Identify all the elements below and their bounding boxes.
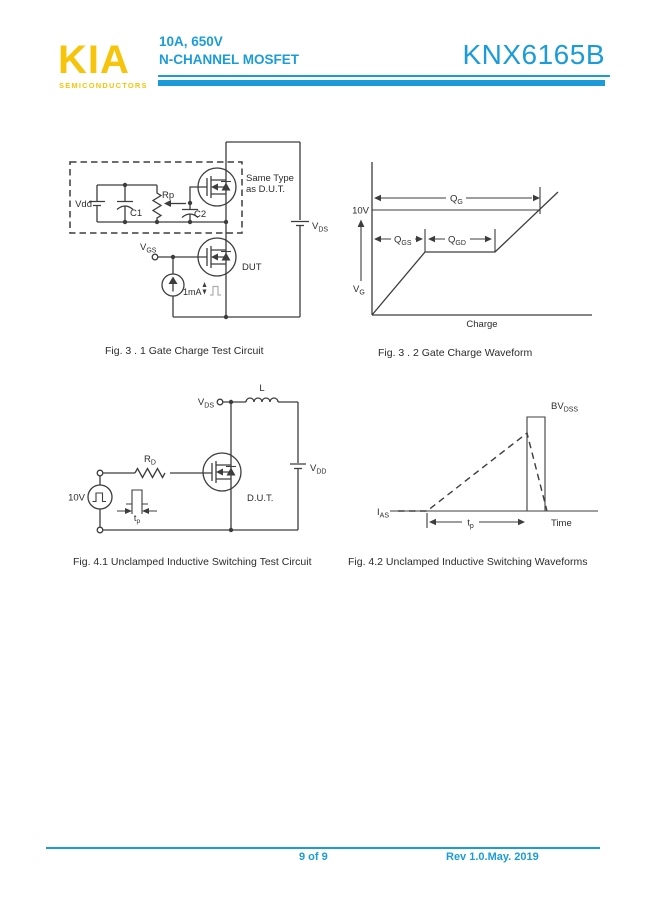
- gate-pulse-source-symbol: [88, 485, 112, 509]
- kia-logo-subtext: SEMICONDUCTORS: [59, 81, 148, 90]
- vg-axis-arrow: [358, 220, 365, 282]
- vg-label: [353, 284, 365, 297]
- inductor-symbol: [246, 398, 278, 402]
- avalanche-current-ramp-dashed: [398, 433, 547, 511]
- footer-rule: [46, 847, 600, 849]
- ten-volt-label: 10V: [352, 205, 369, 217]
- dut-label: D.U.T.: [247, 493, 274, 504]
- qgd-label-main: Q: [448, 234, 456, 246]
- tp-label: [134, 513, 141, 525]
- same-type-label-line2: as D.U.T.: [246, 184, 286, 195]
- rd-label-main: R: [144, 454, 151, 465]
- vg-label-sub: G: [359, 289, 365, 297]
- drain-voltage-pulse: [527, 417, 545, 511]
- tp-label-main: t: [133, 513, 137, 523]
- device-summary: [159, 33, 299, 68]
- vds-label-main: V: [197, 397, 205, 408]
- kia-logo: KIA: [58, 38, 130, 82]
- fig-3-1-circuit-diagram: [55, 128, 360, 328]
- device-type: N-CHANNEL MOSFET: [159, 51, 299, 67]
- bvdss-label-sub: DSS: [563, 406, 579, 414]
- header-rule-thin: [158, 75, 610, 77]
- vds-label-sub: DS: [204, 402, 214, 410]
- vgs-label-sub: GS: [146, 247, 157, 255]
- fig-4-2-waveform-diagram: [350, 395, 605, 540]
- rd-label-sub: D: [150, 459, 156, 467]
- current-pulse-glyph: [203, 282, 222, 295]
- qg-label: [450, 194, 463, 207]
- ias-label-sub: AS: [379, 512, 389, 520]
- vgs-label: [140, 242, 157, 255]
- c2-label: C2: [194, 209, 207, 220]
- qg-label-main: Q: [450, 193, 458, 205]
- current-source-symbol: [162, 274, 184, 296]
- vds-label-main: V: [312, 221, 319, 232]
- device-rating: 10A, 650V: [159, 34, 223, 49]
- inductor-label: L: [259, 383, 265, 394]
- vds-label: [312, 221, 328, 234]
- fig-4-1-caption: Fig. 4.1 Unclamped Inductive Switching Test Circuit: [73, 556, 312, 568]
- vdd-battery-symbol: [290, 464, 306, 469]
- qgd-label: [448, 235, 466, 248]
- vds-label: [198, 397, 214, 410]
- tp-pulse-annotation: [117, 490, 157, 514]
- vgs-label-main: V: [140, 242, 147, 253]
- qgs-label: [394, 235, 412, 248]
- page-number: 9 of 9: [299, 851, 328, 863]
- vgs-terminal: [152, 254, 158, 260]
- vds-battery-symbol: [291, 222, 309, 226]
- dut-label: DUT: [242, 262, 262, 273]
- vdd-label: Vdd: [75, 199, 92, 210]
- fig-3-2-waveform-diagram: [340, 145, 605, 335]
- fig-3-2-caption: Fig. 3 . 2 Gate Charge Waveform: [378, 347, 533, 359]
- qg-label-sub: G: [457, 199, 463, 206]
- header-rule-thick: [158, 80, 605, 86]
- fig-4-2-caption: Fig. 4.2 Unclamped Inductive Switching Waveforms: [348, 556, 588, 568]
- tp-label-main: t: [467, 517, 470, 529]
- dut-mosfet-symbol: [203, 453, 241, 491]
- charge-axis-label: Charge: [466, 319, 498, 330]
- c1-label: C1: [130, 208, 143, 219]
- qgs-label-main: Q: [394, 234, 402, 246]
- same-type-label-line1: Same Type: [246, 173, 294, 184]
- gate-drive-label: 10V: [68, 492, 85, 504]
- bvdss-label-main: BV: [551, 401, 564, 412]
- vdd-label-main: V: [310, 463, 317, 474]
- bvdss-label: [551, 401, 578, 414]
- qgd-label-sub: GD: [455, 240, 466, 247]
- tick-marks: [425, 187, 540, 252]
- qgs-label-sub: GS: [401, 240, 412, 247]
- vg-label-main: V: [353, 284, 360, 295]
- vdd-label-sub: DD: [316, 468, 327, 476]
- tp-dimension-arrow: [429, 519, 525, 525]
- wiper-arrowhead: [164, 200, 171, 207]
- current-source-label: 1mA: [183, 287, 202, 297]
- rd-label: [144, 454, 156, 467]
- vdd-label: [310, 463, 326, 476]
- ias-label-main: I: [377, 507, 380, 518]
- revision-label: Rev 1.0.May. 2019: [446, 851, 539, 863]
- rp-label: Rp: [162, 190, 175, 201]
- fig-4-1-circuit-diagram: [55, 380, 360, 540]
- ias-label: [377, 507, 389, 520]
- fig-3-1-caption: Fig. 3 . 1 Gate Charge Test Circuit: [105, 345, 264, 357]
- time-axis-label: Time: [551, 518, 572, 529]
- tp-label: [467, 518, 474, 531]
- part-number: KNX6165B: [462, 39, 605, 70]
- tp-label-sub: p: [136, 518, 141, 525]
- tp-label-sub: p: [469, 523, 474, 530]
- rd-resistor-symbol: [135, 469, 165, 478]
- vds-label-sub: DS: [318, 226, 329, 234]
